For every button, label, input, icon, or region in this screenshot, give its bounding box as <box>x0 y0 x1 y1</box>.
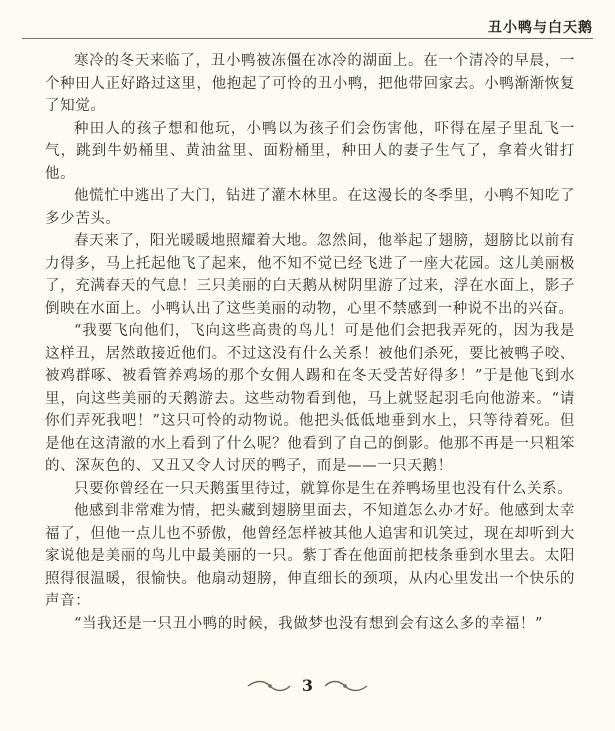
paragraph-2: 种田人的孩子想和他玩，小鸭以为孩子们会伤害他，吓得在屋子里乱飞一气，跳到牛奶桶里、黄油盆里、面粉桶里，种田人的妻子生气了，拿着火钳打他。 <box>45 120 575 182</box>
paragraph-4: 春天来了，阳光暖暖地照耀着大地。忽然间，他举起了翅膀，翅膀比以前有力得多，马上托起他飞了起来，他不知不觉已经飞进了一座大花园。这儿美丽极了，充满春天的气息！三只美丽的白天鹅从树阴里游了过来，浮在水面上，影子倒映在水面上。小鸭认出了这些美丽的动物，心里不禁感到一种说不出的兴奋。 <box>45 233 575 317</box>
page-footer <box>0 676 615 695</box>
paragraph-5: “我要飞向他们，飞向这些高贵的鸟儿！可是他们会把我弄死的，因为我是这样丑，居然敢接近他们。不过这没有什么关系！被他们杀死，要比被鸭子咬、被鸡群啄、被看管养鸡场的那个女佣人踢和在冬天受苦好得多！”于是他飞到水里，向这些美丽的天鹅游去。这些动物看到他，马上就竖起羽毛向他游来。“请你们弄死我吧！”这只可怜的动物说。他把头低低地垂到水上，只等待着死。但是他在这清澈的水上看到了什么呢？他看到了自己的倒影。他那不再是一只粗笨的、深灰色的、又丑又令人讨厌的鸭子，而是——一只天鹅！ <box>45 323 575 474</box>
right-ornament-icon <box>323 679 369 693</box>
story-body <box>45 50 575 635</box>
paragraph-6: 只要你曾经在一只天鹅蛋里待过，就算你是生在养鸭场里也没有什么关系。 <box>74 480 573 497</box>
paragraph-7: 他感到非常难为情，把头藏到翅膀里面去，不知道怎么办才好。他感到太幸福了，但他一点儿也不骄傲，他曾经怎样被其他人追害和讥笑过，现在却听到大家说他是美丽的鸟儿中最美丽的一只。紫丁香在他面前把枝条垂到水里去。太阳照得很温暖，很愉快。他扇动翅膀，伸直细长的颈项，从内心里发出一个快乐的声音： <box>45 503 575 609</box>
paragraph-1: 寒冷的冬天来临了，丑小鸭被冻僵在冰冷的湖面上。在一个清冷的早晨，一个种田人正好路过这里，他抱起了可怜的丑小鸭，把他带回家去。小鸭渐渐恢复了知觉。 <box>45 53 575 114</box>
header-divider <box>22 38 593 39</box>
page-number: 3 <box>301 676 314 695</box>
paragraph-3: 他慌忙中逃出了大门，钻进了灌木林里。在这漫长的冬季里，小鸭不知吃了多少苦头。 <box>45 188 575 227</box>
paragraph-8: “当我还是一只丑小鸭的时候，我做梦也没有想到会有这么多的幸福！” <box>74 615 544 632</box>
running-header-title: 丑小鸭与白天鹅 <box>488 20 593 36</box>
left-ornament-icon <box>246 679 292 693</box>
running-header <box>488 14 593 40</box>
